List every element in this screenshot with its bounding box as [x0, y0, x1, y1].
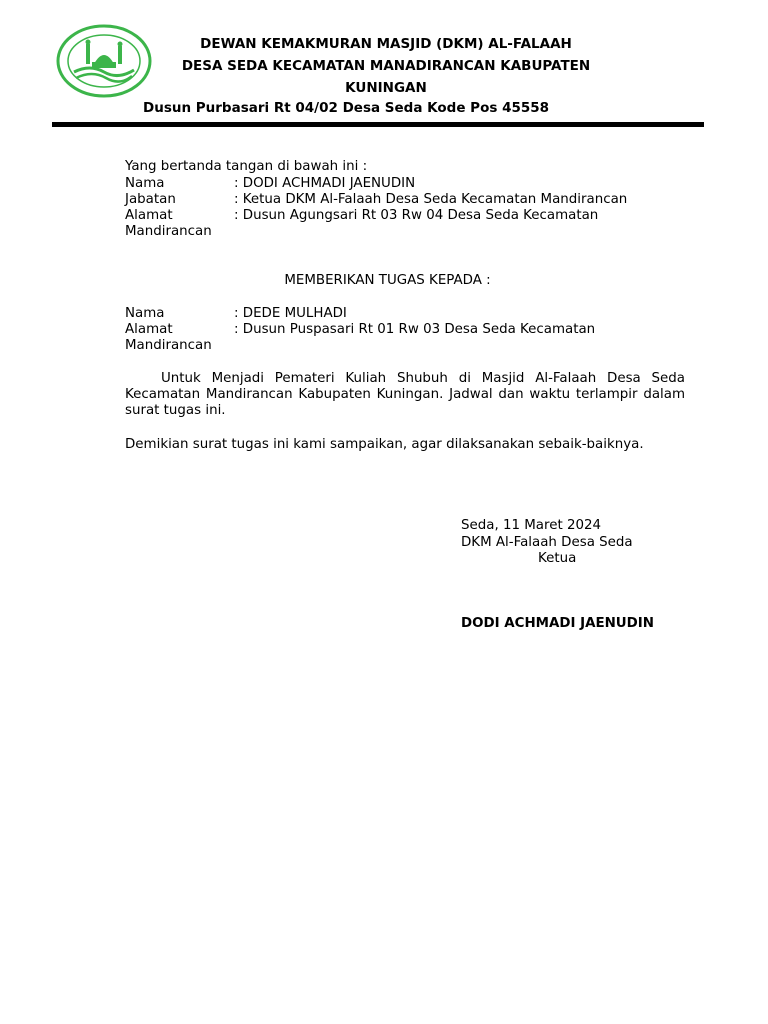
- signature-name: DODI ACHMADI JAENUDIN: [461, 616, 654, 631]
- intro-text: Yang bertanda tangan di bawah ini :: [125, 159, 368, 174]
- assignee-address-value: : Dusun Puspasari Rt 01 Rw 03 Desa Seda Kecamatan: [234, 322, 596, 337]
- signer-name-value: : DODI ACHMADI JAENUDIN: [234, 176, 416, 191]
- assignee-name-label: Nama: [125, 306, 165, 321]
- task-paragraph: Untuk Menjadi Pemateri Kuliah Shubuh di Masjid Al-Falaah Desa Seda Kecamatan Mandirancan Kabupaten Kuningan. Jadwal dan waktu terlampir dalam surat tugas ini.: [125, 371, 685, 418]
- assign-heading: MEMBERIKAN TUGAS KEPADA :: [284, 273, 491, 288]
- letterhead-subtitle: DESA SEDA KECAMATAN MANADIRANCAN KABUPATEN: [181, 58, 591, 74]
- signer-position-label: Jabatan: [125, 192, 176, 207]
- letterhead-title: DEWAN KEMAKMURAN MASJID (DKM) AL-FALAAH: [200, 36, 572, 52]
- signer-position-value: : Ketua DKM Al-Falaah Desa Seda Kecamatan Mandirancan: [234, 192, 628, 207]
- signer-address-value: : Dusun Agungsari Rt 03 Rw 04 Desa Seda Kecamatan: [234, 208, 599, 223]
- signer-address-cont: Mandirancan: [125, 224, 212, 239]
- signature-org: DKM Al-Falaah Desa Seda: [461, 535, 633, 550]
- assignee-address-label: Alamat: [125, 322, 173, 337]
- letterhead-subtitle-cont: KUNINGAN: [345, 80, 427, 96]
- assignee-address-cont: Mandirancan: [125, 338, 212, 353]
- letterhead-address: Dusun Purbasari Rt 04/02 Desa Seda Kode Pos 45558: [143, 100, 550, 116]
- letterhead-divider: [52, 122, 704, 127]
- signer-name-label: Nama: [125, 176, 165, 191]
- signer-address-label: Alamat: [125, 208, 173, 223]
- signature-role: Ketua: [538, 551, 577, 566]
- closing-paragraph: Demikian surat tugas ini kami sampaikan, agar dilaksanakan sebaik-baiknya.: [125, 437, 644, 452]
- assignee-name-value: : DEDE MULHADI: [234, 306, 347, 321]
- signature-place-date: Seda, 11 Maret 2024: [461, 518, 602, 533]
